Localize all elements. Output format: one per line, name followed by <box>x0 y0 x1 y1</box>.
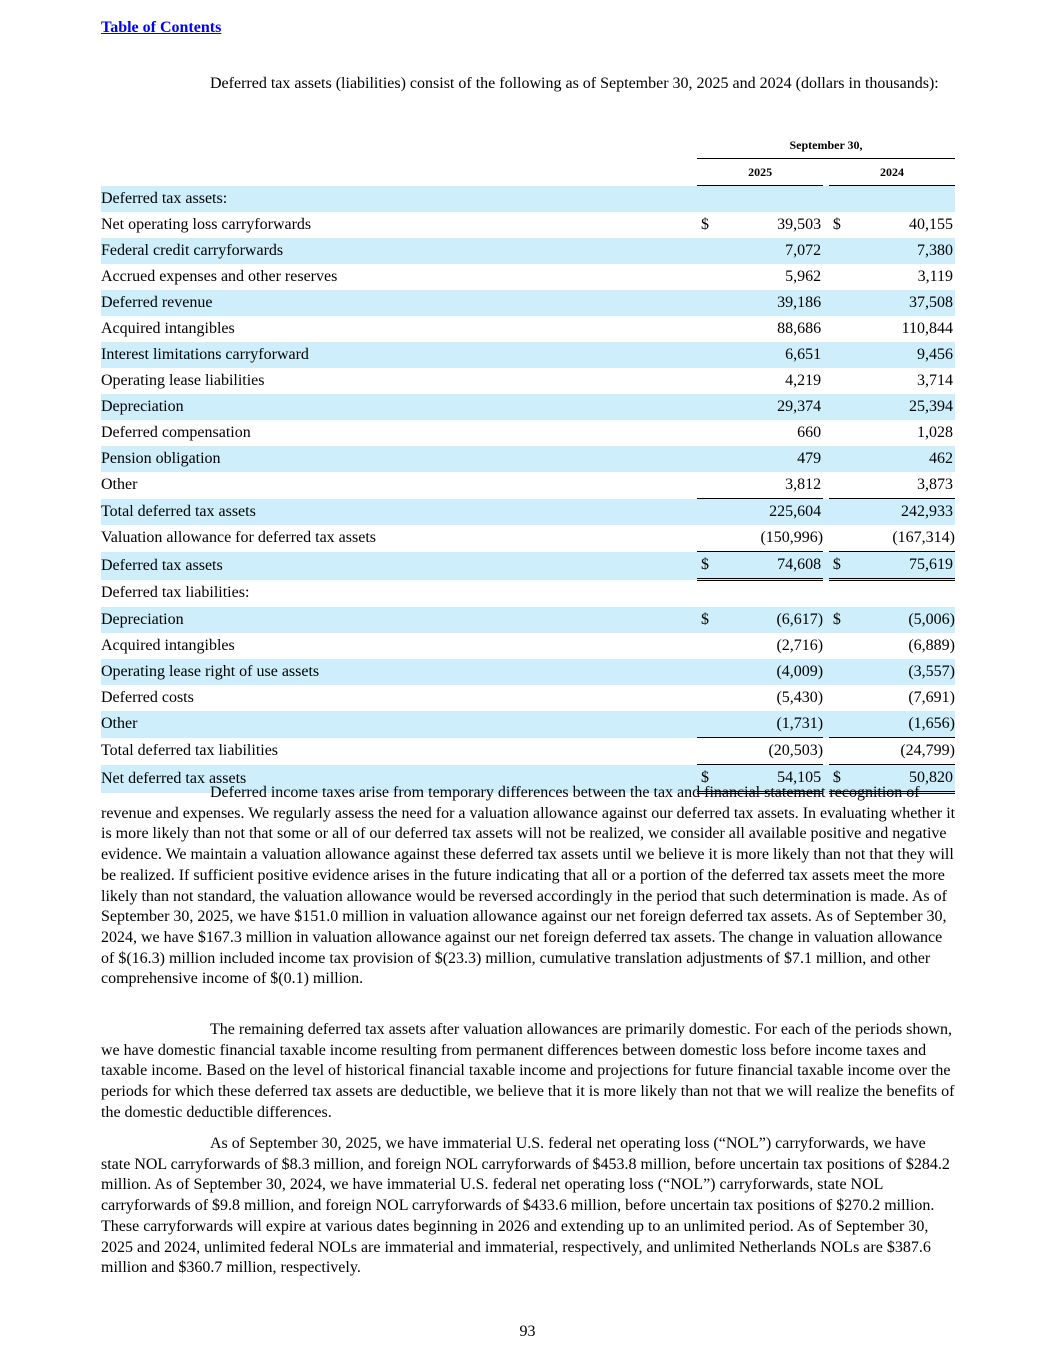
table-row <box>101 633 955 659</box>
table-row <box>101 316 955 342</box>
row-label: Other <box>101 476 138 494</box>
intro-text: Deferred tax assets (liabilities) consist of the following as of September 30, 2025 and 2024 (dollars in thousands): <box>210 75 939 92</box>
row-label: Deferred costs <box>101 689 194 706</box>
table-row <box>101 264 955 290</box>
spacer <box>689 446 697 472</box>
table-row <box>101 580 955 608</box>
intro-paragraph <box>101 73 956 94</box>
row-label: Acquired intangibles <box>101 320 235 337</box>
row-label: Operating lease right of use assets <box>101 659 689 685</box>
currency-symbol-2024: $ <box>829 552 854 580</box>
currency-symbol-2024: $ <box>829 607 854 633</box>
currency-symbol-2025 <box>697 738 722 765</box>
currency-symbol-2024 <box>829 420 854 446</box>
value-2024: (6,889) <box>908 637 955 654</box>
value-2025: (20,503) <box>723 738 824 765</box>
value-2024: 9,456 <box>854 342 955 368</box>
value-2024: (5,006) <box>854 607 955 633</box>
value-2024: 110,844 <box>901 320 953 337</box>
currency-symbol-2025: $ <box>697 552 722 580</box>
value-2025: 3,812 <box>785 476 822 493</box>
table-row <box>101 738 955 765</box>
spacer <box>689 212 697 238</box>
currency-symbol-2024 <box>829 290 854 316</box>
currency-symbol-2024 <box>829 316 854 342</box>
currency-symbol-2025 <box>697 685 722 711</box>
row-label: Operating lease liabilities <box>101 372 265 389</box>
currency-symbol-2025 <box>697 238 722 264</box>
currency-symbol-2024 <box>829 633 854 659</box>
currency-symbol-2025 <box>697 633 722 659</box>
currency-symbol-2024 <box>829 238 854 264</box>
value-2025: 39,503 <box>777 216 822 233</box>
table-row <box>101 394 955 420</box>
value-2025: (5,430) <box>776 689 824 706</box>
spacer <box>689 580 697 608</box>
column-header-2024: 2024 <box>829 159 955 186</box>
row-label: Other <box>101 711 689 738</box>
row-label: Total deferred tax assets <box>101 499 689 526</box>
value-2024 <box>854 186 955 213</box>
value-2024: (1,656) <box>854 711 955 738</box>
table-row <box>101 446 955 472</box>
currency-symbol-2024 <box>829 472 854 499</box>
row-label: Deferred tax assets: <box>101 186 689 213</box>
table-row <box>101 552 955 580</box>
value-2025: 29,374 <box>723 394 824 420</box>
table-row <box>101 420 955 446</box>
value-2024: 3,714 <box>917 372 953 389</box>
value-2024: 37,508 <box>854 290 955 316</box>
column-header-2025: 2025 <box>697 159 823 186</box>
paragraph-text: Deferred income taxes arise from temporary differences between the tax and financial statement recognition of revenue and expenses. We regularly assess the need for a valuation allowance against our deferred tax assets. In evaluating whether it is more likely than not that some or all of our deferred tax assets will not be realized, we consider all available positive and negative evidence. We maintain a valuation allowance against these deferred tax assets until we believe it is more likely than not that they will be realized. If sufficient positive evidence arises in the future indicating that all or a portion of the deferred tax assets meet the more likely than not standard, the valuation allowance would be reversed accordingly in the period that such determination is made. As of September 30, 2025, we have $151.0 million in valuation allowance against our net foreign deferred tax assets. As of September 30, 2024, we have $167.3 million in valuation allowance against our net foreign deferred tax assets. The change in valuation allowance of $(16.3) million included income tax provision of $(23.3) million, cumulative translation adjustments of $7.1 million, and other comprehensive income of $(0.1) million. <box>101 784 956 988</box>
value-2024: (167,314) <box>892 529 955 546</box>
value-2024: 1,028 <box>917 424 953 441</box>
value-2025: 54,105 <box>723 765 824 793</box>
table-row <box>101 607 955 633</box>
value-2024: 7,380 <box>854 238 955 264</box>
value-2024: 3,873 <box>917 476 953 493</box>
currency-symbol-2024 <box>829 580 854 608</box>
currency-symbol-2024 <box>829 685 854 711</box>
currency-symbol-2025 <box>697 525 722 552</box>
table-row <box>101 238 955 264</box>
spacer <box>689 316 697 342</box>
currency-symbol-2025: $ <box>701 216 710 233</box>
row-label: Total deferred tax liabilities <box>101 742 279 759</box>
currency-symbol-2025 <box>697 368 722 394</box>
currency-symbol-2024 <box>829 446 854 472</box>
value-2024: 25,394 <box>854 394 955 420</box>
paragraph-text: As of September 30, 2025, we have immaterial U.S. federal net operating loss (“NOL”) carryforwards, we have state NOL carryforwards of $8.3 million, and foreign NOL carryforwards of $453.8 million, before uncertain tax positions of $284.2 million. As of September 30, 2024, we have immaterial U.S. federal net operating loss (“NOL”) carryforwards, state NOL carryforwards of $9.8 million, and foreign NOL carryforwards of $433.6 million, before uncertain tax positions of $270.2 million. These carryforwards will expire at various dates beginning in 2026 and extending up to an unlimited period. As of September 30, 2025 and 2024, unlimited federal NOLs are immaterial and immaterial, respectively, and unlimited Netherlands NOLs are $387.6 million and $360.7 million, respectively. <box>101 1135 950 1277</box>
currency-symbol-2025 <box>697 342 722 368</box>
paragraph-valuation-allowance <box>101 783 956 990</box>
table-row <box>101 212 955 238</box>
currency-symbol-2025 <box>697 711 722 738</box>
value-2024: 3,119 <box>917 268 953 285</box>
table-group-header-row <box>101 132 955 159</box>
currency-symbol-2025 <box>697 659 722 685</box>
value-2024: 40,155 <box>909 216 953 233</box>
spacer <box>689 342 697 368</box>
row-label: Deferred tax liabilities: <box>101 584 250 602</box>
spacer <box>689 290 697 316</box>
spacer <box>689 552 697 580</box>
page-number: 93 <box>519 1323 536 1340</box>
table-row <box>101 685 955 711</box>
deferred-tax-table <box>101 132 955 794</box>
table-row <box>101 525 955 552</box>
value-2025: 5,962 <box>785 268 822 285</box>
currency-symbol-2025 <box>697 499 722 526</box>
table-year-header-row <box>101 159 955 186</box>
currency-symbol-2025 <box>697 264 722 290</box>
table-row <box>101 711 955 738</box>
spacer <box>689 186 697 213</box>
currency-symbol-2024 <box>829 659 854 685</box>
currency-symbol-2024: $ <box>832 216 841 233</box>
value-2024: (24,799) <box>854 738 955 765</box>
row-label: Valuation allowance for deferred tax assets <box>101 529 376 547</box>
value-2025: 74,608 <box>723 552 824 580</box>
currency-symbol-2025 <box>697 290 722 316</box>
currency-symbol-2025 <box>697 446 722 472</box>
row-label: Deferred compensation <box>101 424 251 441</box>
spacer <box>689 472 697 499</box>
value-2025: (150,996) <box>760 529 824 546</box>
value-2024: (3,557) <box>854 659 955 685</box>
currency-symbol-2024 <box>829 368 854 394</box>
table-row <box>101 368 955 394</box>
value-2025: (2,716) <box>776 637 824 654</box>
row-label: Federal credit carryforwards <box>101 238 689 264</box>
row-label: Net operating loss carryforwards <box>101 216 312 233</box>
value-2025: 225,604 <box>723 499 824 526</box>
currency-symbol-2024: $ <box>829 765 854 793</box>
currency-symbol-2024 <box>829 525 854 552</box>
spacer <box>689 420 697 446</box>
currency-symbol-2024 <box>829 738 854 765</box>
row-label: Depreciation <box>101 394 689 420</box>
paragraph-text: The remaining deferred tax assets after valuation allowances are primarily domestic. For each of the periods shown, we have domestic financial taxable income resulting from permanent differences between domestic loss before income taxes and taxable income. Based on the level of historical financial taxable income and projections for future financial taxable income over the periods for which these deferred tax assets are deductible, we believe that it is more likely than not that we will realize the benefits of the domestic deductible differences. <box>101 1021 955 1121</box>
spacer <box>689 659 697 685</box>
value-2025: (6,617) <box>723 607 824 633</box>
value-2025: 4,219 <box>785 372 822 389</box>
row-label: Accrued expenses and other reserves <box>101 268 338 285</box>
value-2025: 7,072 <box>723 238 824 264</box>
table-row <box>101 499 955 526</box>
spacer <box>689 238 697 264</box>
value-2024: 75,619 <box>854 552 955 580</box>
row-label: Acquired intangibles <box>101 637 235 654</box>
currency-symbol-2025 <box>697 186 722 213</box>
value-2025: (1,731) <box>723 711 824 738</box>
spacer <box>689 525 697 552</box>
spacer <box>689 685 697 711</box>
value-2025: (4,009) <box>723 659 824 685</box>
value-2025: 660 <box>797 424 822 441</box>
row-label: Pension obligation <box>101 446 689 472</box>
spacer <box>689 368 697 394</box>
value-2024: 462 <box>854 446 955 472</box>
value-2024: 50,820 <box>854 765 955 793</box>
group-header-september-30: September 30, <box>697 132 955 159</box>
value-2025 <box>723 186 824 213</box>
spacer <box>689 264 697 290</box>
row-label: Interest limitations carryforward <box>101 342 689 368</box>
row-label: Deferred tax assets <box>101 552 689 580</box>
table-row <box>101 659 955 685</box>
table-of-contents-link[interactable]: Table of Contents <box>101 19 222 36</box>
value-2024 <box>854 580 955 608</box>
row-label: Deferred revenue <box>101 290 689 316</box>
value-2025: 479 <box>723 446 824 472</box>
row-label: Depreciation <box>101 607 689 633</box>
currency-symbol-2025 <box>697 420 722 446</box>
currency-symbol-2025 <box>697 580 722 608</box>
currency-symbol-2025: $ <box>697 607 722 633</box>
spacer <box>689 738 697 765</box>
spacer <box>689 607 697 633</box>
value-2024: 242,933 <box>854 499 955 526</box>
spacer <box>689 711 697 738</box>
table-row <box>101 186 955 213</box>
currency-symbol-2024 <box>829 711 854 738</box>
currency-symbol-2024 <box>829 394 854 420</box>
value-2024: (7,691) <box>908 689 955 706</box>
spacer <box>689 394 697 420</box>
currency-symbol-2024 <box>829 264 854 290</box>
paragraph-domestic-assets <box>101 1020 956 1124</box>
currency-symbol-2025 <box>697 394 722 420</box>
table-row <box>101 290 955 316</box>
value-2025: 6,651 <box>723 342 824 368</box>
spacer <box>689 633 697 659</box>
currency-symbol-2024 <box>829 342 854 368</box>
value-2025: 88,686 <box>777 320 822 337</box>
spacer <box>689 499 697 526</box>
value-2025: 39,186 <box>723 290 824 316</box>
currency-symbol-2025 <box>697 472 722 499</box>
paragraph-nol-carryforwards <box>101 1134 956 1279</box>
currency-symbol-2025: $ <box>697 765 722 793</box>
value-2025 <box>723 580 824 608</box>
row-label: Net deferred tax assets <box>101 765 689 793</box>
table-row <box>101 342 955 368</box>
currency-symbol-2025 <box>697 316 722 342</box>
currency-symbol-2024 <box>829 499 854 526</box>
table-row <box>101 472 955 499</box>
currency-symbol-2024 <box>829 186 854 213</box>
